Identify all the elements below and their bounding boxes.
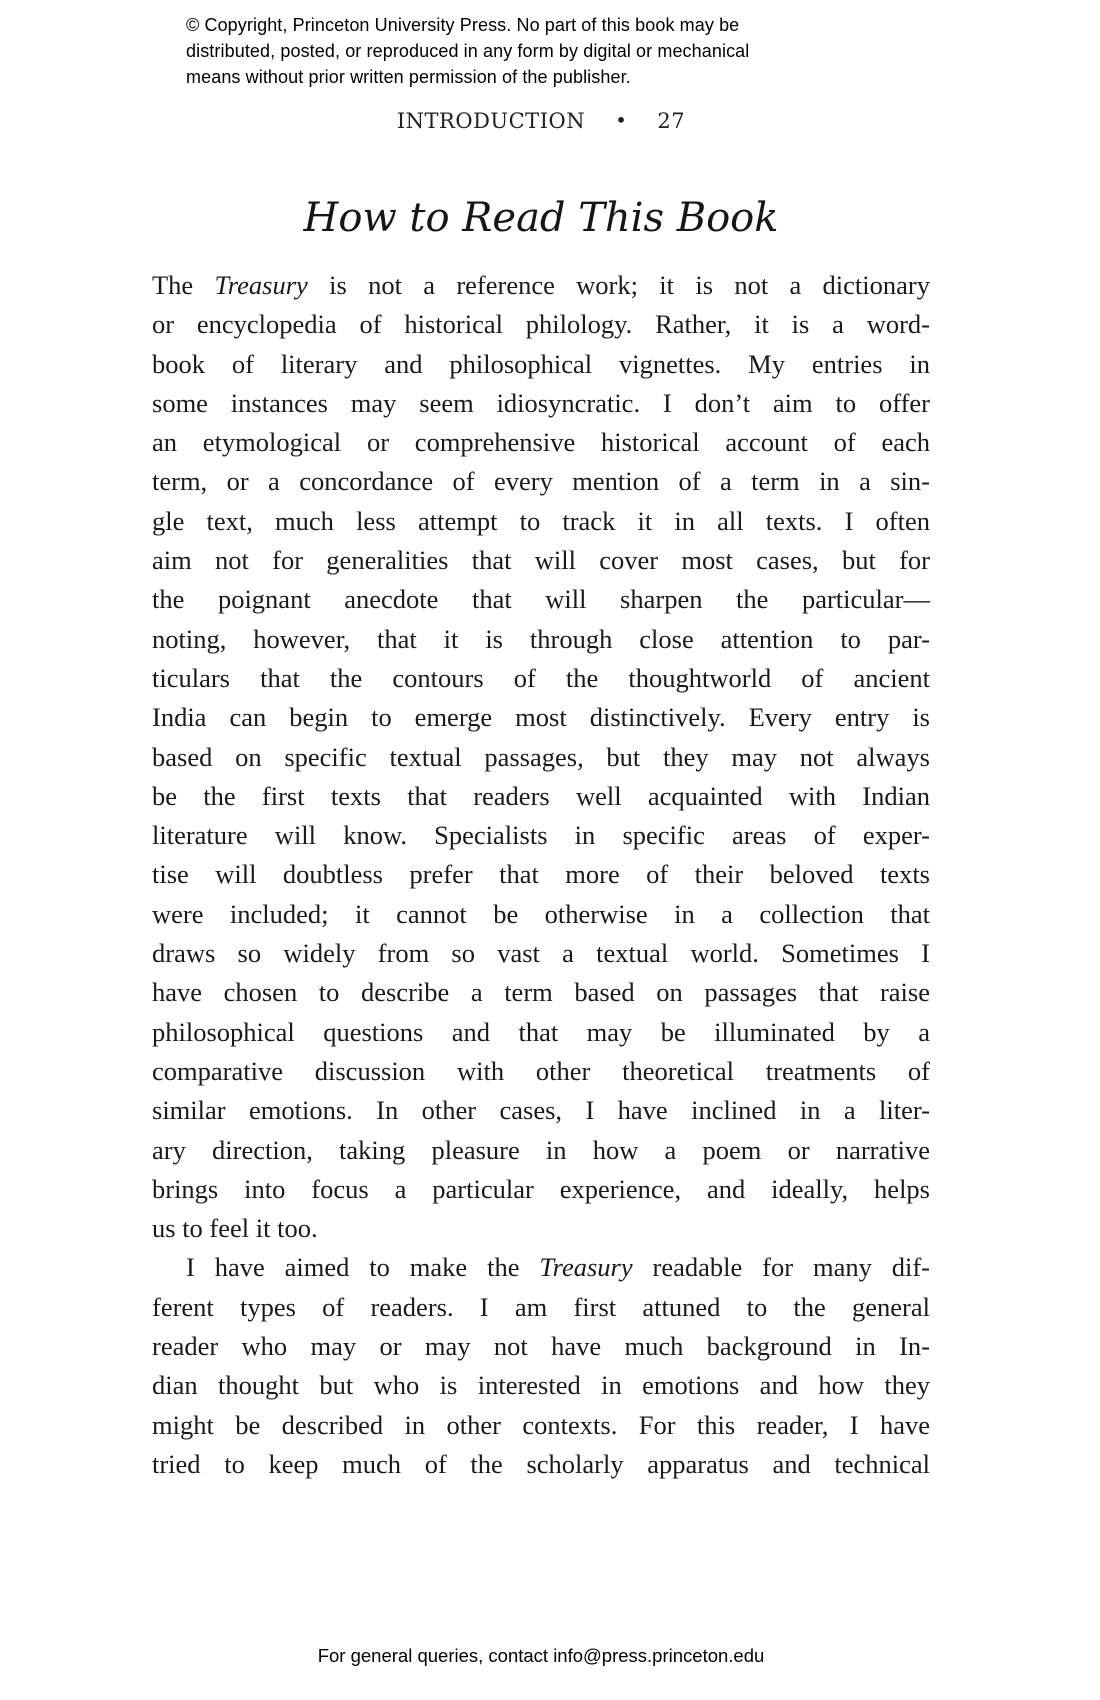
body-line: comparative discussion with other theoretical treatments of [152,1055,930,1086]
body-line: ary direction, taking pleasure in how a poem or narrative [152,1134,930,1165]
body-line: reader who may or may not have much background in In- [152,1331,930,1362]
footer-contact-text: For general queries, contact info@press.princeton.edu [317,1645,765,1666]
page-content [152,0,930,1484]
chapter-title: How to Read This Book [303,195,779,241]
body-text [152,266,930,1484]
copyright-line: © Copyright, Princeton University Press. No part of this book may be [186,15,740,35]
running-head [152,108,930,134]
body-line: might be described in other contexts. For this reader, I have [152,1409,930,1440]
body-line: tried to keep much of the scholarly apparatus and technical [152,1448,930,1479]
body-line: India can begin to emerge most distinctively. Every entry is [152,702,930,733]
body-line: literature will know. Specialists in specific areas of exper- [152,820,930,851]
body-line: philosophical questions and that may be illuminated by a [152,1016,930,1047]
body-line: or encyclopedia of historical philology. Rather, it is a word- [152,309,930,340]
body-line: similar emotions. In other cases, I have inclined in a liter- [152,1095,930,1126]
body-line: The Treasury is not a reference work; it is not a dictionary [152,270,930,300]
body-line: have chosen to describe a term based on passages that raise [152,977,930,1008]
body-line: dian thought but who is interested in emotions and how they [152,1370,930,1401]
body-line: I have aimed to make the Treasury readable for many dif- [186,1252,930,1283]
body-line: the poignant anecdote that will sharpen the particular— [152,584,930,615]
body-line: an etymological or comprehensive historical account of each [152,427,930,458]
page-number: 27 [657,109,686,133]
body-line: aim not for generalities that will cover most cases, but for [152,545,930,576]
body-line: term, or a concordance of every mention of a term in a sin- [152,466,930,497]
footer-contact [152,1645,930,1667]
running-head-title: INTRODUCTION [396,109,586,133]
copyright-notice [186,0,930,90]
body-line: brings into focus a particular experience, and ideally, helps [152,1173,930,1204]
body-line: draws so widely from so vast a textual world. Sometimes I [152,938,930,969]
body-line: some instances may seem idiosyncratic. I don’t aim to offer [152,387,930,418]
body-line: us to feel it too. [152,1213,318,1244]
copyright-line: distributed, posted, or reproduced in any form by digital or mechanical [186,41,750,61]
copyright-line: means without prior written permission of the publisher. [186,67,631,87]
body-line: were included; it cannot be otherwise in a collection that [152,898,930,929]
body-line: tise will doubtless prefer that more of their beloved texts [152,859,930,890]
body-line: book of literary and philosophical vignettes. My entries in [152,348,930,379]
body-line: gle text, much less attempt to track it in all texts. I often [152,505,930,536]
body-line: noting, however, that it is through close attention to par- [152,623,930,654]
body-line: based on specific textual passages, but they may not always [152,741,930,772]
body-line: ticulars that the contours of the thoughtworld of ancient [152,662,930,693]
body-line: be the first texts that readers well acquainted with Indian [152,780,930,811]
separator-dot: • [615,108,628,132]
body-line: ferent types of readers. I am first attuned to the general [152,1291,930,1322]
